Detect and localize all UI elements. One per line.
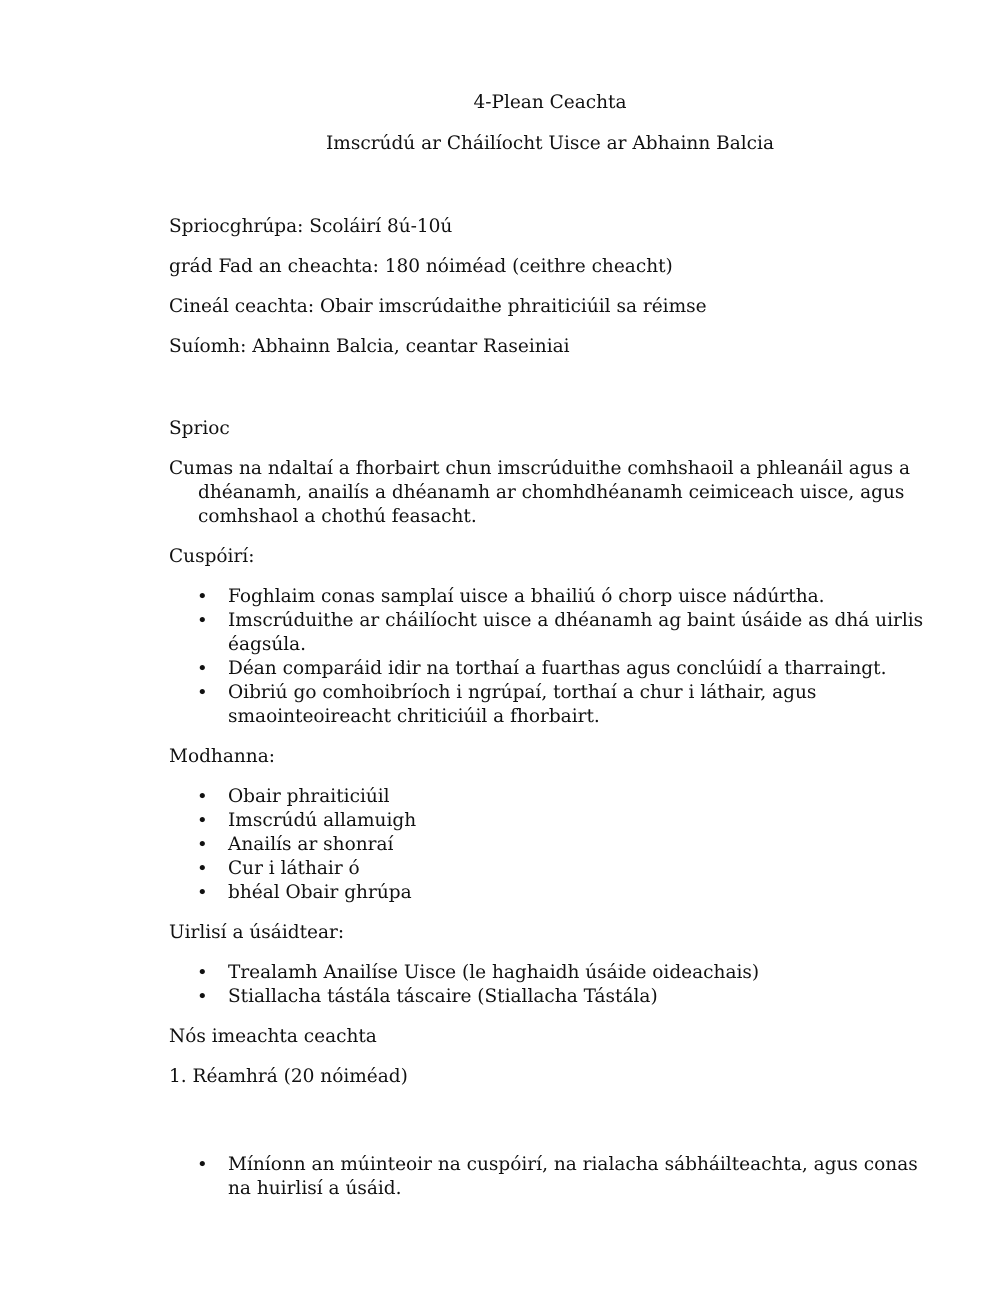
- method-text: Obair phraiticiúil: [228, 786, 390, 807]
- methods-heading: Modhanna:: [169, 746, 275, 767]
- bullet-icon: •: [197, 586, 208, 607]
- aim-heading: Sprioc: [169, 418, 230, 439]
- objective-text: Oibriú go comhoibríoch i ngrúpaí, torthaí a chur i láthair, agus smaointeoireacht chriticiúil a fhorbairt.: [228, 682, 817, 727]
- tools-list: [169, 961, 929, 1009]
- list-item: [169, 657, 929, 681]
- bullet-icon: •: [197, 986, 208, 1007]
- objective-text: Foghlaim conas samplaí uisce a bhailiú ó chorp uisce nádúrtha.: [228, 586, 825, 607]
- lesson-location: Suíomh: Abhainn Balcia, ceantar Raseiniai: [169, 336, 570, 357]
- method-text: bhéal Obair ghrúpa: [228, 882, 412, 903]
- bullet-icon: •: [197, 658, 208, 679]
- methods-list: [169, 785, 929, 905]
- bullet-icon: •: [197, 786, 208, 807]
- lesson-duration: grád Fad an cheachta: 180 nóiméad (ceithre cheacht): [169, 256, 673, 277]
- list-item: [169, 857, 929, 881]
- lesson-type: Cineál ceachta: Obair imscrúdaithe phraiticiúil sa réimse: [169, 296, 707, 317]
- objective-text: Déan comparáid idir na torthaí a fuarthas agus conclúidí a tharraingt.: [228, 658, 887, 679]
- tool-text: Stiallacha tástála táscaire (Stiallacha Tástála): [228, 986, 658, 1007]
- document-page: [169, 91, 929, 1217]
- procedure-heading: Nós imeachta ceachta: [169, 1026, 377, 1047]
- bullet-icon: •: [197, 834, 208, 855]
- list-item: [169, 809, 929, 833]
- list-item: [169, 609, 929, 657]
- bullet-icon: •: [197, 810, 208, 831]
- list-item: [169, 785, 929, 809]
- bullet-icon: •: [197, 962, 208, 983]
- target-group: Spriocghrúpa: Scoláirí 8ú-10ú: [169, 216, 453, 237]
- list-item: [169, 881, 929, 905]
- tools-heading: Uirlisí a úsáidtear:: [169, 922, 345, 943]
- document-subtitle: Imscrúdú ar Cháilíocht Uisce ar Abhainn Balcia: [325, 133, 774, 154]
- spacer: [169, 375, 929, 417]
- list-item: [169, 681, 929, 729]
- objective-text: Imscrúduithe ar cháilíocht uisce a dhéanamh ag baint úsáide as dhá uirlis éagsúla.: [228, 610, 924, 655]
- bullet-icon: •: [197, 858, 208, 879]
- bullet-icon: •: [197, 882, 208, 903]
- method-text: Anailís ar shonraí: [228, 834, 394, 855]
- objectives-list: [169, 585, 929, 729]
- procedure-text: Míníonn an múinteoir na cuspóirí, na rialacha sábháilteachta, agus conas na huirlisí a úsáid.: [228, 1154, 918, 1199]
- objectives-heading: Cuspóirí:: [169, 546, 255, 567]
- list-item: [169, 1153, 929, 1201]
- procedure-step-1: 1. Réamhrá (20 nóiméad): [169, 1066, 408, 1087]
- aim-text: Cumas na ndaltaí a fhorbairt chun imscrúduithe comhshaoil a phleanáil agus a dhéanamh, anailís a dhéanamh ar chomhdhéanamh ceimiceach uisce, agus comhshaol a chothú feasacht.: [169, 458, 910, 527]
- procedure-list: [169, 1153, 929, 1201]
- method-text: Imscrúdú allamuigh: [228, 810, 417, 831]
- tool-text: Trealamh Anailíse Uisce (le haghaidh úsáide oideachais): [228, 962, 760, 983]
- bullet-icon: •: [197, 610, 208, 631]
- bullet-icon: •: [197, 682, 208, 703]
- list-item: [169, 585, 929, 609]
- document-title: 4-Plean Ceachta: [473, 92, 627, 113]
- bullet-icon: •: [197, 1154, 208, 1175]
- list-item: [169, 961, 929, 985]
- method-text: Cur i láthair ó: [228, 858, 360, 879]
- list-item: [169, 833, 929, 857]
- spacer: [169, 1105, 929, 1153]
- list-item: [169, 985, 929, 1009]
